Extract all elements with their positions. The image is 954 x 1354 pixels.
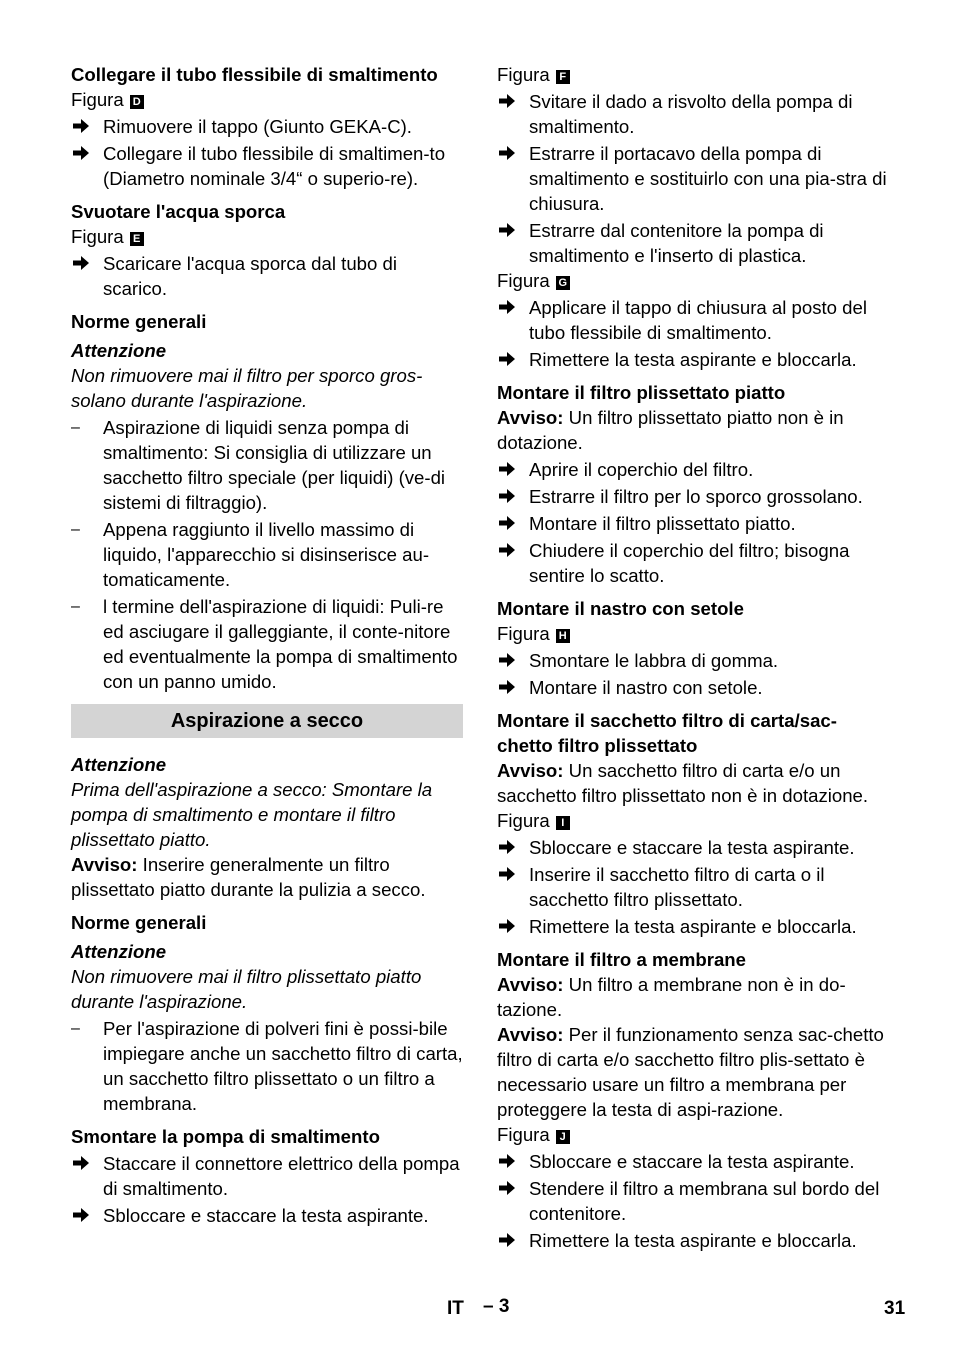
arrow-bullet-icon <box>73 251 97 270</box>
footer-language: IT <box>447 1298 464 1319</box>
section-title-dry-vacuuming: Aspirazione a secco <box>71 704 463 738</box>
arrow-bullet-icon <box>499 484 523 503</box>
attention-label: Attenzione <box>71 340 167 361</box>
notice-text: Avviso: Un filtro plissettato piatto non è in dotazione. <box>497 407 844 453</box>
step-item: Sbloccare e staccare la testa aspirante. <box>71 1203 463 1228</box>
footer-page-number: 31 <box>884 1298 906 1319</box>
figure-ref: Figura E <box>71 224 463 249</box>
step-item: Inserire il sacchetto filtro di carta o il sacchetto filtro plissettato. <box>497 862 889 912</box>
left-column <box>71 62 463 1228</box>
arrow-bullet-icon <box>73 1151 97 1170</box>
step-item: Sbloccare e staccare la testa aspirante. <box>497 835 889 860</box>
warning-text: Non rimuovere mai il filtro plissettato piatto durante l'aspirazione. <box>71 966 422 1012</box>
heading-connect-hose: Collegare il tubo flessibile di smaltimento <box>71 64 438 85</box>
step-item: Rimettere la testa aspirante e bloccarla. <box>497 914 889 939</box>
figure-letter-badge: H <box>556 629 570 643</box>
heading-bristle-strip: Montare il nastro con setole <box>497 598 744 619</box>
step-item: Estrarre il filtro per lo sporco grossolano. <box>497 484 889 509</box>
heading-general-rules: Norme generali <box>71 311 207 332</box>
arrow-bullet-icon <box>499 1149 523 1168</box>
step-item: Rimettere la testa aspirante e bloccarla. <box>497 347 889 372</box>
figure-ref: Figura D <box>71 87 463 112</box>
arrow-bullet-icon <box>499 1176 523 1195</box>
notice-text: Avviso: Un filtro a membrane non è in do-tazione. <box>497 974 846 1020</box>
arrow-bullet-icon <box>499 347 523 366</box>
heading-flat-pleated-filter: Montare il filtro plissettato piatto <box>497 382 786 403</box>
step-item: Montare il filtro plissettato piatto. <box>497 511 889 536</box>
arrow-bullet-icon <box>499 862 523 881</box>
figure-ref: Figura F <box>497 62 889 87</box>
heading-paper-filter-bag: Montare il sacchetto filtro di carta/sac-chetto filtro plissettato <box>497 710 837 756</box>
attention-label: Attenzione <box>71 941 167 962</box>
figure-ref: Figura G <box>497 268 889 293</box>
notice-text: Avviso: Inserire generalmente un filtro plissettato piatto durante la pulizia a secco. <box>71 854 426 900</box>
step-item: Estrarre dal contenitore la pompa di smaltimento e l'inserto di plastica. <box>497 218 889 268</box>
dash-item: – Appena raggiunto il livello massimo di liquido, l'apparecchio si disinserisce au-tomaticamente. <box>71 519 430 590</box>
attention-label: Attenzione <box>71 754 167 775</box>
arrow-bullet-icon <box>73 1203 97 1222</box>
notice-text: Avviso: Un sacchetto filtro di carta e/o un sacchetto filtro plissettato non è in dotazione. <box>497 760 869 806</box>
dash-bullet: – <box>71 1020 80 1037</box>
heading-drain-water: Svuotare l'acqua sporca <box>71 201 286 222</box>
arrow-bullet-icon <box>499 835 523 854</box>
dash-item: – l termine dell'aspirazione di liquidi: Puli-re ed asciugare il galleggiante, il conte-nitore ed eventualmente la pompa di smaltimento con un panno umido. <box>71 596 458 692</box>
notice-text: Avviso: Per il funzionamento senza sac-chetto filtro di carta e/o sacchetto filtro plis-settato è necessario usare un filtro a membrana per proteggere la testa di aspi-razione. <box>497 1024 884 1120</box>
arrow-bullet-icon <box>499 914 523 933</box>
arrow-bullet-icon <box>499 141 523 160</box>
arrow-bullet-icon <box>499 1228 523 1247</box>
heading-general-rules: Norme generali <box>71 912 207 933</box>
right-column <box>497 62 889 1253</box>
step-item: Stendere il filtro a membrana sul bordo del contenitore. <box>497 1176 889 1226</box>
figure-ref: Figura J <box>497 1122 889 1147</box>
step-item: Collegare il tubo flessibile di smaltimen-to (Diametro nominale 3/4“ o superio-re). <box>71 141 463 191</box>
arrow-bullet-icon <box>499 218 523 237</box>
step-item: Scaricare l'acqua sporca dal tubo di scarico. <box>71 251 463 301</box>
dash-item: – Aspirazione di liquidi senza pompa di smaltimento: Si consiglia di utilizzare un sacchetto filtro speciale (per liquidi) (ve-di sistemi di filtraggio). <box>71 417 446 513</box>
arrow-bullet-icon <box>73 114 97 133</box>
dash-item: – Per l'aspirazione di polveri fini è possi-bile impiegare anche un sacchetto filtro di carta, un sacchetto filtro plissettato o un filtro a membrana. <box>71 1018 463 1114</box>
figure-letter-badge: J <box>556 1130 570 1144</box>
step-item: Staccare il connettore elettrico della pompa di smaltimento. <box>71 1151 463 1201</box>
arrow-bullet-icon <box>499 511 523 530</box>
arrow-bullet-icon <box>499 89 523 108</box>
figure-ref: Figura H <box>497 621 889 646</box>
figure-letter-badge: D <box>130 95 144 109</box>
arrow-bullet-icon <box>499 648 523 667</box>
arrow-bullet-icon <box>73 141 97 160</box>
arrow-bullet-icon <box>499 538 523 557</box>
arrow-bullet-icon <box>499 675 523 694</box>
step-item: Svitare il dado a risvolto della pompa di smaltimento. <box>497 89 889 139</box>
heading-remove-pump: Smontare la pompa di smaltimento <box>71 1126 380 1147</box>
step-item: Applicare il tappo di chiusura al posto del tubo flessibile di smaltimento. <box>497 295 889 345</box>
step-item: Chiudere il coperchio del filtro; bisogna sentire lo scatto. <box>497 538 889 588</box>
figure-letter-badge: G <box>556 276 570 290</box>
figure-ref: Figura I <box>497 808 889 833</box>
arrow-bullet-icon <box>499 295 523 314</box>
step-item: Estrarre il portacavo della pompa di smaltimento e sostituirlo con una pia-stra di chiusura. <box>497 141 889 216</box>
step-item: Rimettere la testa aspirante e bloccarla. <box>497 1228 889 1253</box>
arrow-bullet-icon <box>499 457 523 476</box>
footer-section-number: – 3 <box>483 1296 510 1317</box>
warning-text: Non rimuovere mai il filtro per sporco gros-solano durante l'aspirazione. <box>71 365 423 411</box>
dash-bullet: – <box>71 419 80 436</box>
dash-bullet: – <box>71 521 80 538</box>
step-item: Smontare le labbra di gomma. <box>497 648 889 673</box>
step-item: Montare il nastro con setole. <box>497 675 889 700</box>
step-item: Aprire il coperchio del filtro. <box>497 457 889 482</box>
step-item: Sbloccare e staccare la testa aspirante. <box>497 1149 889 1174</box>
figure-letter-badge: I <box>556 816 570 830</box>
figure-letter-badge: E <box>130 232 144 246</box>
figure-letter-badge: F <box>556 70 570 84</box>
dash-bullet: – <box>71 598 80 615</box>
warning-text: Prima dell'aspirazione a secco: Smontare la pompa di smaltimento e montare il filtro plissettato piatto. <box>71 779 433 850</box>
heading-membrane-filter: Montare il filtro a membrane <box>497 949 747 970</box>
step-item: Rimuovere il tappo (Giunto GEKA-C). <box>71 114 463 139</box>
